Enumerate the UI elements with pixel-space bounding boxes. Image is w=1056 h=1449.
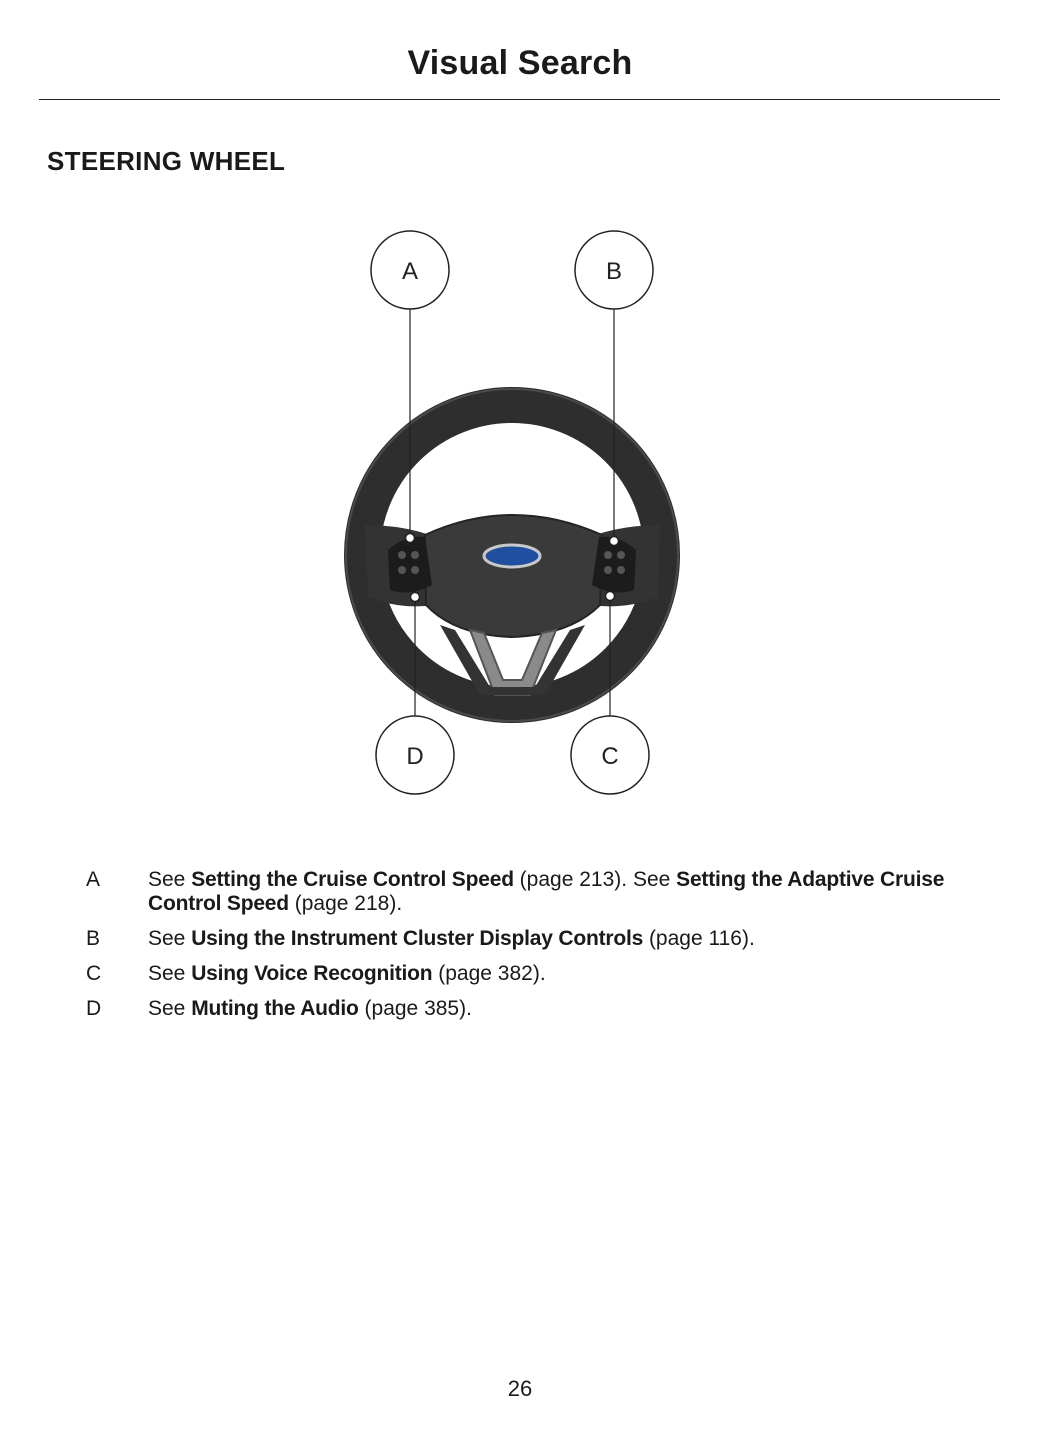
left-control-button-4 bbox=[411, 566, 419, 574]
legend-text bbox=[148, 868, 1006, 916]
left-control-button-3 bbox=[398, 566, 406, 574]
legend-see: See bbox=[148, 868, 192, 891]
legend-row-a bbox=[86, 868, 1006, 916]
left-control-button-2 bbox=[411, 551, 419, 559]
leader-dot-c bbox=[606, 592, 615, 601]
legend-see: See bbox=[148, 962, 192, 985]
right-control-button-1 bbox=[604, 551, 612, 559]
page-number: 26 bbox=[507, 1376, 533, 1401]
legend-key: A bbox=[86, 868, 101, 891]
callout-a-label: A bbox=[401, 258, 419, 285]
legend-row-c bbox=[86, 962, 1006, 986]
leader-dot-a bbox=[406, 534, 415, 543]
right-control-button-4 bbox=[617, 566, 625, 574]
right-control-button-3 bbox=[604, 566, 612, 574]
steering-wheel-figure bbox=[320, 225, 720, 805]
airbag-hub bbox=[425, 515, 602, 637]
legend-text bbox=[148, 997, 1006, 1021]
page-reference: (page 218). bbox=[288, 892, 403, 915]
section-heading: STEERING WHEEL bbox=[47, 146, 286, 176]
callout-b-label: B bbox=[605, 258, 623, 285]
cross-reference-link[interactable]: Muting the Audio bbox=[191, 997, 359, 1020]
cross-reference-link[interactable]: Setting the Cruise Control Speed bbox=[191, 868, 514, 891]
figure-legend bbox=[86, 868, 1006, 1032]
legend-text bbox=[148, 927, 1006, 951]
legend-key: C bbox=[86, 962, 102, 985]
page-reference: (page 116). bbox=[643, 927, 755, 950]
ford-logo bbox=[484, 545, 540, 567]
legend-see: See bbox=[632, 868, 677, 891]
legend-key: B bbox=[86, 927, 101, 950]
legend-see: See bbox=[148, 997, 192, 1020]
legend-see: See bbox=[148, 927, 192, 950]
page-title: Visual Search bbox=[407, 44, 633, 82]
right-control-button-2 bbox=[617, 551, 625, 559]
title-divider bbox=[39, 99, 1000, 100]
leader-dot-d bbox=[411, 593, 420, 602]
legend-key: D bbox=[86, 997, 102, 1020]
callout-d-label: D bbox=[406, 743, 424, 770]
cross-reference-link[interactable]: Using Voice Recognition bbox=[191, 962, 433, 985]
leader-dot-b bbox=[610, 537, 619, 546]
legend-text bbox=[148, 962, 1006, 986]
legend-row-b bbox=[86, 927, 1006, 951]
page-reference: (page 385). bbox=[358, 997, 472, 1020]
cross-reference-link[interactable]: Using the Instrument Cluster Display Controls bbox=[191, 927, 644, 950]
callout-c-label: C bbox=[601, 743, 619, 770]
cross-reference-link[interactable]: Setting the Adaptive Cruise Control Speed bbox=[148, 868, 945, 915]
page-reference: (page 213). bbox=[513, 868, 633, 891]
page-reference: (page 382). bbox=[432, 962, 546, 985]
legend-row-d bbox=[86, 997, 1006, 1021]
left-button-cluster bbox=[388, 537, 432, 593]
left-control-button-1 bbox=[398, 551, 406, 559]
